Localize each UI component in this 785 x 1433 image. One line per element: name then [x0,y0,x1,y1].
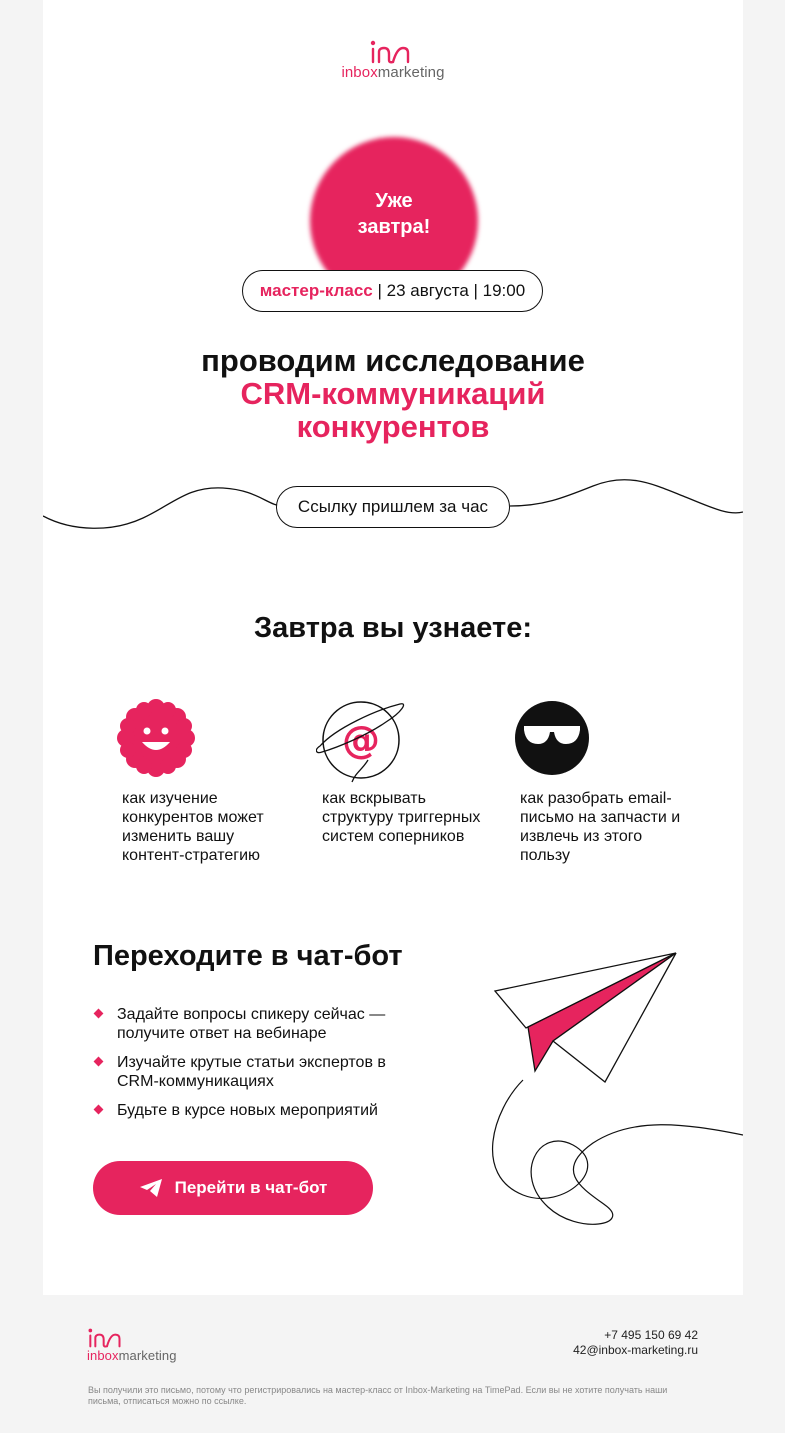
logo-text-inbox: inbox [341,64,378,81]
open-chatbot-button[interactable] [93,1161,373,1215]
footer-phone-link[interactable]: +7 495 150 69 42 [604,1328,698,1342]
list-item: Будьте в курсе новых мероприятий [93,1101,423,1120]
footer-logo-text-marketing: marketing [118,1348,177,1363]
inbox-logo-icon [369,40,417,64]
title-line-2: CRM-коммуникаций [240,376,546,411]
footer-logo[interactable] [87,1328,177,1363]
footer-contacts [573,1328,698,1358]
footer-email-link[interactable]: 42@inbox-marketing.ru [573,1343,698,1357]
svg-text:@: @ [342,718,380,762]
diamond-bullet-icon [94,1057,104,1067]
feature-text-3: как разобрать email-письмо на запчасти и извлечь из этого пользу [520,790,681,864]
event-info-pill [242,270,543,312]
list-item: Изучайте крутые статьи экспертов в CRM-коммуникациях [93,1053,423,1091]
smiling-flower-icon [116,698,196,778]
promo-badge-text: Уже завтра! [357,190,431,238]
link-note-text: Ссылку пришлем за час [297,497,489,516]
chatbot-benefits-list [93,1005,423,1130]
link-note-pill [276,486,510,528]
diamond-bullet-icon [94,1009,104,1019]
footer-disclaimer: Вы получили это письмо, потому что регистрировались на мастер-класс от Inbox-Marketing на TimePad. Если вы не хотите получать наши письма, отписаться можно по ссылке. [88,1385,668,1406]
telegram-plane-icon [139,1178,163,1198]
event-type: мастер-класс [259,281,373,300]
open-chatbot-button-label: Перейти в чат-бот [174,1178,328,1197]
footer-logo-text-inbox: inbox [87,1348,119,1363]
email-card [43,0,743,1295]
page-title [43,344,743,443]
learn-heading: Завтра вы узнаете: [253,612,533,644]
logo-text-marketing: marketing [377,64,445,81]
list-item: Задайте вопросы спикеру сейчас — получите ответ на вебинаре [93,1005,423,1043]
at-sign-planet-icon [316,698,406,784]
paper-plane-icon [483,945,743,1245]
title-line-1: проводим исследование [201,343,585,378]
feature-text-2: как вскрывать структуру триггерных систем соперников [322,790,481,845]
event-date-time: | 23 августа | 19:00 [372,281,526,300]
inbox-logo-icon [87,1328,127,1348]
header-logo[interactable] [43,40,743,81]
sunglasses-face-icon [514,700,590,776]
feature-text-1: как изучение конкурентов может изменить вашу контент-стратегию [122,790,264,864]
chatbot-heading: Переходите в чат-бот [93,940,403,972]
diamond-bullet-icon [94,1105,104,1115]
title-line-3: конкурентов [296,409,490,444]
